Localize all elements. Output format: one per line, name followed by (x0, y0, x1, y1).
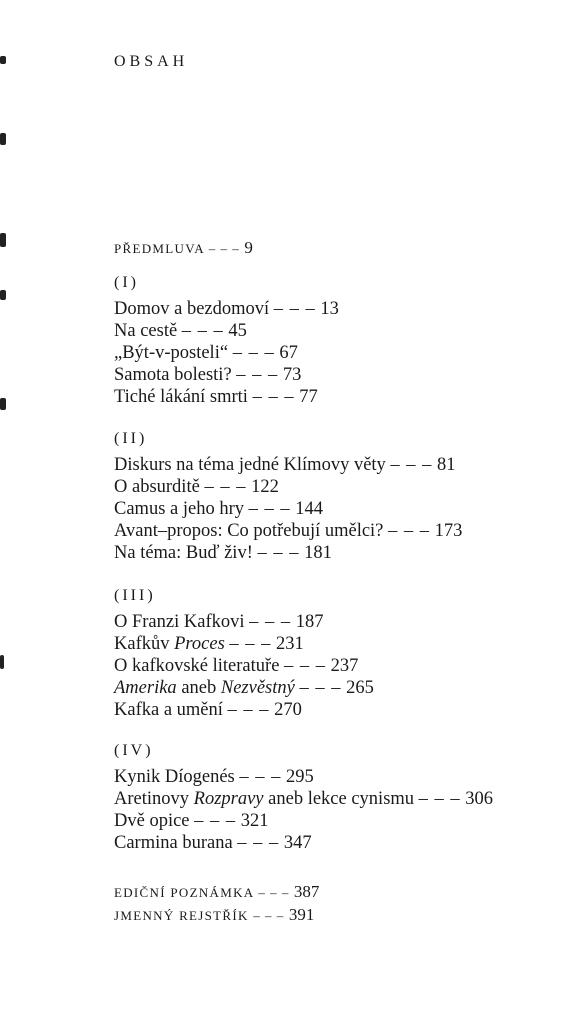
entry-label: PŘEDMLUVA (114, 241, 205, 256)
entry-page: 295 (286, 767, 314, 787)
entry-page: 306 (465, 789, 494, 809)
entry-title-part: O kafkovské literatuře (114, 656, 280, 676)
toc-entry[interactable] (114, 633, 304, 655)
entry-title-part: Kafka a umění (114, 700, 223, 720)
toc-entry[interactable] (114, 298, 339, 320)
toc-entry[interactable] (114, 386, 318, 408)
entry-page: 181 (304, 543, 332, 563)
toc-entry[interactable] (114, 611, 324, 633)
page-title: OBSAH (114, 53, 189, 70)
entry-separator: – – – (257, 543, 300, 563)
entry-separator: – – – (232, 343, 275, 363)
entry-separator: – – – (237, 833, 280, 853)
entry-title-part: Domov a bezdomoví (114, 299, 270, 319)
toc-entry-predmluva[interactable] (114, 238, 253, 258)
entry-title-part: Avant–propos: Co potřebují umělci? (114, 521, 384, 541)
entry-separator: – – – (249, 612, 292, 632)
entry-page: 187 (295, 612, 324, 632)
entry-page: 173 (434, 521, 463, 541)
entry-page: 73 (282, 365, 302, 385)
entry-title-part: O Franzi Kafkovi (114, 612, 245, 632)
scan-edge-mark (0, 290, 6, 300)
section-label: (I) (114, 274, 139, 291)
entry-separator: – – – (388, 521, 431, 541)
entry-page: 387 (293, 882, 320, 901)
entry-label: EDIČNÍ POZNÁMKA (114, 885, 254, 900)
entry-title-part: „Být-v-posteli“ (114, 343, 229, 363)
entry-separator: – – – (284, 656, 327, 676)
toc-entry[interactable] (114, 766, 314, 788)
entry-page: 265 (346, 678, 374, 698)
entry-separator: – – – (253, 908, 285, 923)
entry-title-part: Kynik Díogenés (114, 767, 235, 787)
toc-entry[interactable] (114, 476, 279, 498)
toc-entry[interactable] (114, 498, 323, 520)
toc-entry[interactable] (114, 342, 298, 364)
toc-entry[interactable] (114, 655, 358, 677)
toc-entry[interactable] (114, 520, 462, 542)
entry-separator: – – – (208, 241, 240, 256)
entry-title-part: Amerika (114, 678, 177, 698)
entry-page: 9 (244, 238, 253, 257)
entry-title-part: Tiché lákání smrti (114, 387, 248, 407)
scan-edge-mark (0, 133, 6, 145)
scan-edge-mark (0, 233, 6, 247)
entry-title-part: Camus a jeho hry (114, 499, 244, 519)
section-label: (IV) (114, 742, 154, 759)
entry-page: 347 (283, 833, 312, 853)
entry-separator: – – – (258, 885, 290, 900)
toc-entry[interactable] (114, 542, 332, 564)
toc-entry[interactable] (114, 677, 374, 699)
scan-edge-mark (0, 56, 6, 64)
entry-page: 321 (240, 811, 269, 831)
entry-separator: – – – (418, 789, 461, 809)
entry-label: JMENNÝ REJSTŘÍK (114, 908, 249, 923)
entry-title-part: Na cestě (114, 321, 178, 341)
entry-title-part: aneb lekce cynismu (263, 789, 415, 809)
entry-separator: – – – (181, 321, 224, 341)
entry-page: 270 (274, 700, 302, 720)
entry-page: 237 (330, 656, 359, 676)
entry-separator: – – – (236, 365, 279, 385)
entry-separator: – – – (239, 767, 282, 787)
entry-title-part: Dvě opice (114, 811, 190, 831)
toc-entry[interactable] (114, 454, 456, 476)
toc-entry[interactable] (114, 788, 493, 810)
entry-separator: – – – (273, 299, 316, 319)
toc-entry[interactable] (114, 810, 269, 832)
entry-title-part: Proces (174, 634, 225, 654)
entry-title-part: Na téma: Buď živ! (114, 543, 253, 563)
entry-title-part: Aretinovy (114, 789, 194, 809)
section-label: (III) (114, 587, 156, 604)
entry-page: 77 (299, 387, 318, 407)
toc-entry-jmenny-rejstrik[interactable] (114, 905, 314, 925)
toc-entry[interactable] (114, 832, 312, 854)
toc-entry[interactable] (114, 320, 247, 342)
entry-separator: – – – (252, 387, 295, 407)
toc-entry-edicni-poznamka[interactable] (114, 882, 319, 902)
entry-separator: – – – (299, 678, 342, 698)
entry-page: 122 (251, 477, 279, 497)
entry-separator: – – – (229, 634, 272, 654)
entry-page: 13 (320, 299, 339, 319)
entry-page: 67 (279, 343, 298, 363)
toc-entry[interactable] (114, 364, 301, 386)
toc-entry[interactable] (114, 699, 302, 721)
entry-separator: – – – (248, 499, 291, 519)
entry-page: 144 (295, 499, 323, 519)
entry-separator: – – – (194, 811, 237, 831)
entry-separator: – – – (204, 477, 247, 497)
entry-title-part: Carmina burana (114, 833, 233, 853)
entry-page: 81 (437, 455, 456, 475)
scan-edge-mark (0, 398, 6, 410)
entry-separator: – – – (390, 455, 433, 475)
entry-separator: – – – (227, 700, 270, 720)
entry-page: 231 (276, 634, 304, 654)
entry-page: 391 (288, 905, 315, 924)
entry-title-part: Kafkův (114, 634, 175, 654)
scan-edge-mark (0, 655, 4, 669)
entry-title-part: aneb (176, 678, 221, 698)
entry-title-part: Diskurs na téma jedné Klímovy věty (114, 455, 386, 475)
entry-title-part: Nezvěstný (220, 678, 295, 698)
entry-title-part: Rozpravy (193, 789, 264, 809)
entry-page: 45 (228, 321, 247, 341)
entry-title-part: Samota bolesti? (114, 365, 232, 385)
section-label: (II) (114, 430, 148, 447)
entry-title-part: O absurditě (114, 477, 200, 497)
